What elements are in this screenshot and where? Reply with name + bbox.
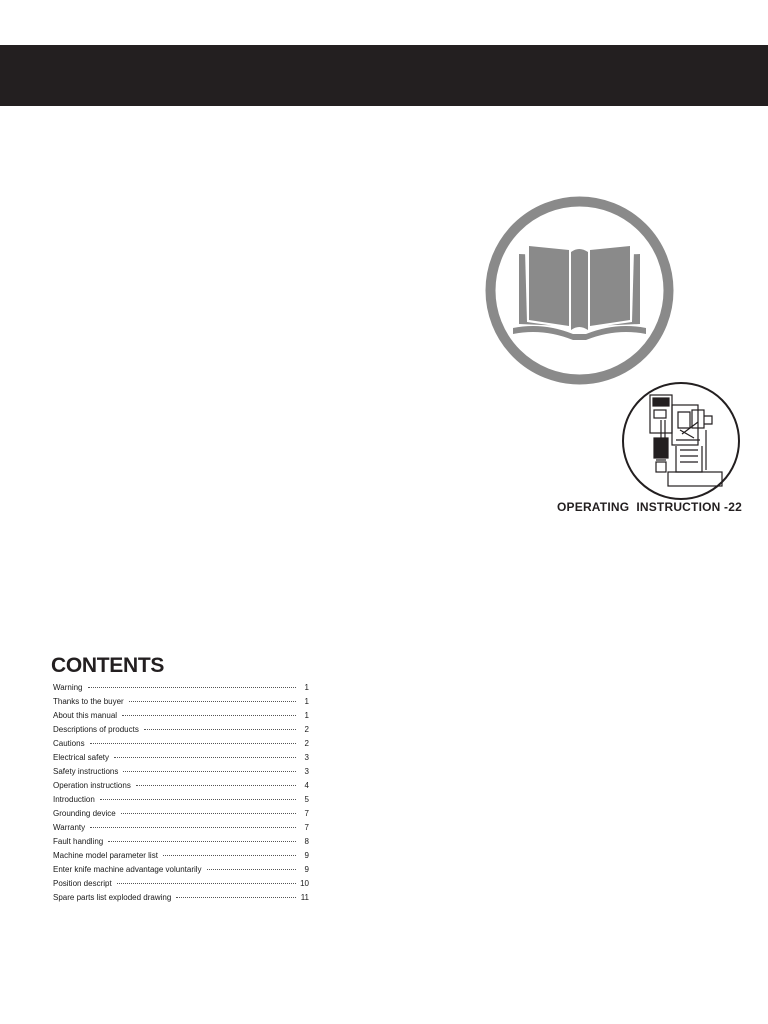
toc-entry-page: 9 [304, 851, 309, 860]
toc-entry[interactable] [53, 695, 309, 709]
toc-entry-label: Electrical safety [53, 753, 110, 762]
toc-entry[interactable] [53, 751, 309, 765]
toc-leader-dots [207, 869, 296, 870]
toc-entry-page: 1 [304, 697, 309, 706]
toc-leader-dots [90, 743, 296, 744]
toc-entry-label: Machine model parameter list [53, 851, 158, 860]
toc-entry-page: 8 [304, 837, 309, 846]
toc-leader-dots [144, 729, 296, 730]
drill-machine-icon [620, 380, 742, 502]
toc-entry-page: 3 [304, 767, 309, 776]
toc-entry-label: Enter knife machine advantage voluntarily [53, 865, 202, 874]
toc-entry[interactable] [53, 793, 309, 807]
table-of-contents [53, 681, 309, 905]
toc-entry-label: Fault handling [53, 837, 104, 846]
toc-entry[interactable] [53, 723, 309, 737]
toc-entry-label: Warning [53, 683, 83, 692]
toc-leader-dots [108, 841, 296, 842]
toc-entry[interactable] [53, 835, 309, 849]
toc-entry-label: Introduction [53, 795, 95, 804]
toc-leader-dots [176, 897, 296, 898]
contents-heading: CONTENTS [51, 654, 165, 677]
toc-entry[interactable] [53, 891, 309, 905]
toc-leader-dots [129, 701, 296, 702]
toc-entry-label: Operation instructions [53, 781, 131, 790]
toc-entry-page: 1 [304, 683, 309, 692]
toc-leader-dots [88, 687, 297, 688]
toc-leader-dots [163, 855, 296, 856]
toc-entry-page: 2 [304, 739, 309, 748]
toc-entry-label: Warranty [53, 823, 86, 832]
toc-entry-label: Spare parts list exploded drawing [53, 893, 172, 902]
toc-entry-page: 9 [304, 865, 309, 874]
toc-leader-dots [136, 785, 296, 786]
toc-entry-page: 4 [304, 781, 309, 790]
toc-entry-page: 7 [304, 823, 309, 832]
toc-leader-dots [90, 827, 296, 828]
header-bar [0, 45, 768, 106]
toc-entry-page: 3 [304, 753, 309, 762]
toc-entry[interactable] [53, 849, 309, 863]
toc-leader-dots [121, 813, 296, 814]
toc-entry[interactable] [53, 863, 309, 877]
toc-entry[interactable] [53, 765, 309, 779]
toc-leader-dots [122, 715, 296, 716]
toc-leader-dots [123, 771, 296, 772]
open-book-icon [483, 194, 676, 387]
toc-entry[interactable] [53, 779, 309, 793]
toc-entry[interactable] [53, 821, 309, 835]
toc-entry[interactable] [53, 681, 309, 695]
toc-entry-label: About this manual [53, 711, 118, 720]
toc-entry-page: 7 [304, 809, 309, 818]
toc-entry-label: Position descript [53, 879, 112, 888]
document-title: OPERATING INSTRUCTION -22 [557, 500, 742, 514]
toc-entry[interactable] [53, 709, 309, 723]
toc-entry-page: 5 [304, 795, 309, 804]
toc-entry-label: Thanks to the buyer [53, 697, 124, 706]
toc-entry-label: Safety instructions [53, 767, 119, 776]
toc-entry-page: 10 [300, 879, 309, 888]
toc-entry-page: 2 [304, 725, 309, 734]
toc-entry[interactable] [53, 807, 309, 821]
toc-entry-page: 1 [304, 711, 309, 720]
toc-entry-label: Cautions [53, 739, 85, 748]
toc-entry-page: 11 [300, 893, 309, 902]
toc-entry[interactable] [53, 737, 309, 751]
toc-leader-dots [117, 883, 296, 884]
toc-entry-label: Grounding device [53, 809, 116, 818]
toc-entry[interactable] [53, 877, 309, 891]
toc-leader-dots [114, 757, 296, 758]
toc-entry-label: Descriptions of products [53, 725, 139, 734]
toc-leader-dots [100, 799, 296, 800]
